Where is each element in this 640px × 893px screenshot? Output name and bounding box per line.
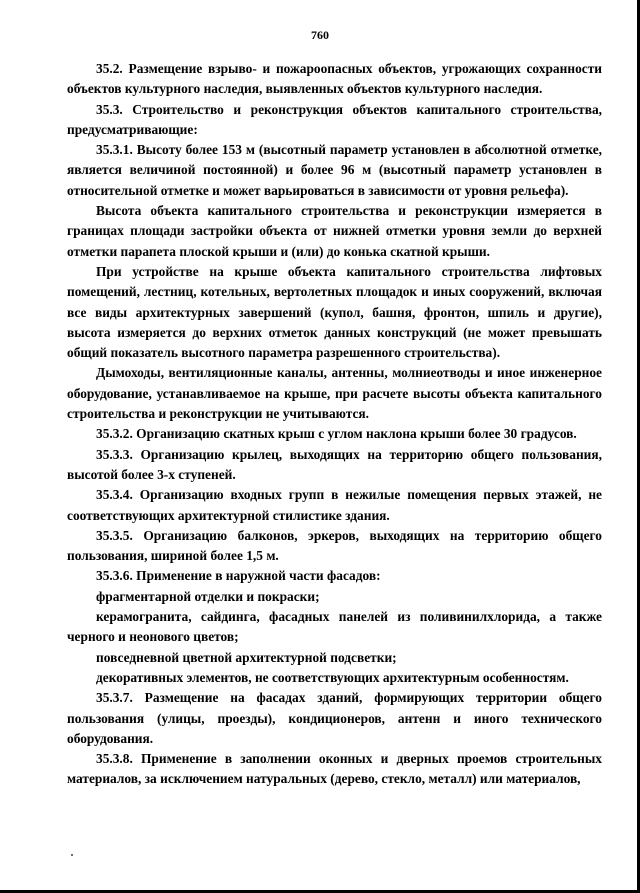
paragraph-35-3-4: 35.3.4. Организацию входных групп в нежилые помещения первых этажей, не соответствующих архитектурной стилистике здания. <box>67 487 602 523</box>
paragraph-35-3-2: 35.3.2. Организацию скатных крыш с углом наклона крыши более 30 градусов. <box>96 426 577 442</box>
paragraph-height-measurement: Высота объекта капитального строительства и реконструкции измеряется в границах площади застройки объекта от нижней отметки уровня земли до верхней отметки парапета плоской крыши и (или) до конька скатной крыши. <box>67 203 602 259</box>
paragraph-35-2: 35.2. Размещение взрыво- и пожароопасных объектов, угрожающих сохранности объектов культурного наследия, выявленных объектов культурного наследия. <box>67 61 602 97</box>
paragraph-roof-structures: При устройстве на крыше объекта капитального строительства лифтовых помещений, лестниц, котельных, вертолетных площадок и иных сооружений, включая все виды архитектурных завершений (купол, башня, фронтон, шпиль и другие), высота измеряется до верхних отметок данных конструкций (не может превышать общий показатель высотного параметра разрешенного строительства). <box>67 263 602 361</box>
paragraph-35-3-8: 35.3.8. Применение в заполнении оконных и дверных проемов строительных материалов, за исключением натуральных (дерево, стекло, металл) или материалов, <box>67 751 602 787</box>
list-item-color-lighting: повседневной цветной архитектурной подсветки; <box>96 649 397 665</box>
list-item-fragmentary-finish: фрагментарной отделки и покраски; <box>96 588 320 604</box>
paragraph-35-3-1: 35.3.1. Высоту более 153 м (высотный параметр установлен в абсолютной отметке, является величиной постоянной) и более 96 м (высотный параметр установлен в относительной отметке и может варьироваться в зависимости от уровня рельефа). <box>67 142 602 198</box>
paragraph-35-3-5: 35.3.5. Организацию балконов, эркеров, выходящих на территорию общего пользования, шириной более 1,5 м. <box>67 527 602 564</box>
document-body <box>67 59 602 790</box>
list-item-decorative-elements: декоративных элементов, не соответствующих архитектурным особенностям. <box>96 669 569 685</box>
list-item-porcelain-siding: керамогранита, сайдинга, фасадных панелей из поливинилхлорида, а также черного и неонового цветов; <box>67 609 602 645</box>
paragraph-35-3-3: 35.3.3. Организацию крылец, выходящих на территорию общего пользования, высотой более 3-х ступеней. <box>67 446 602 482</box>
page-number: 760 <box>311 28 329 42</box>
paragraph-35-3-7: 35.3.7. Размещение на фасадах зданий, формирующих территории общего пользования (улицы, проезды), кондиционеров, антенн и иного технического оборудования. <box>67 690 602 746</box>
paragraph-35-3: 35.3. Строительство и реконструкция объектов капитального строительства, предусматривающие: <box>67 101 602 137</box>
paragraph-chimneys: Дымоходы, вентиляционные каналы, антенны, молниеотводы и иное инженерное оборудование, устанавливаемое на крыше, при расчете высоты объекта капитального строительства и реконструкции не учитываются. <box>67 365 602 422</box>
scan-speck <box>71 854 73 856</box>
paragraph-35-3-6: 35.3.6. Применение в наружной части фасадов: <box>96 568 381 584</box>
